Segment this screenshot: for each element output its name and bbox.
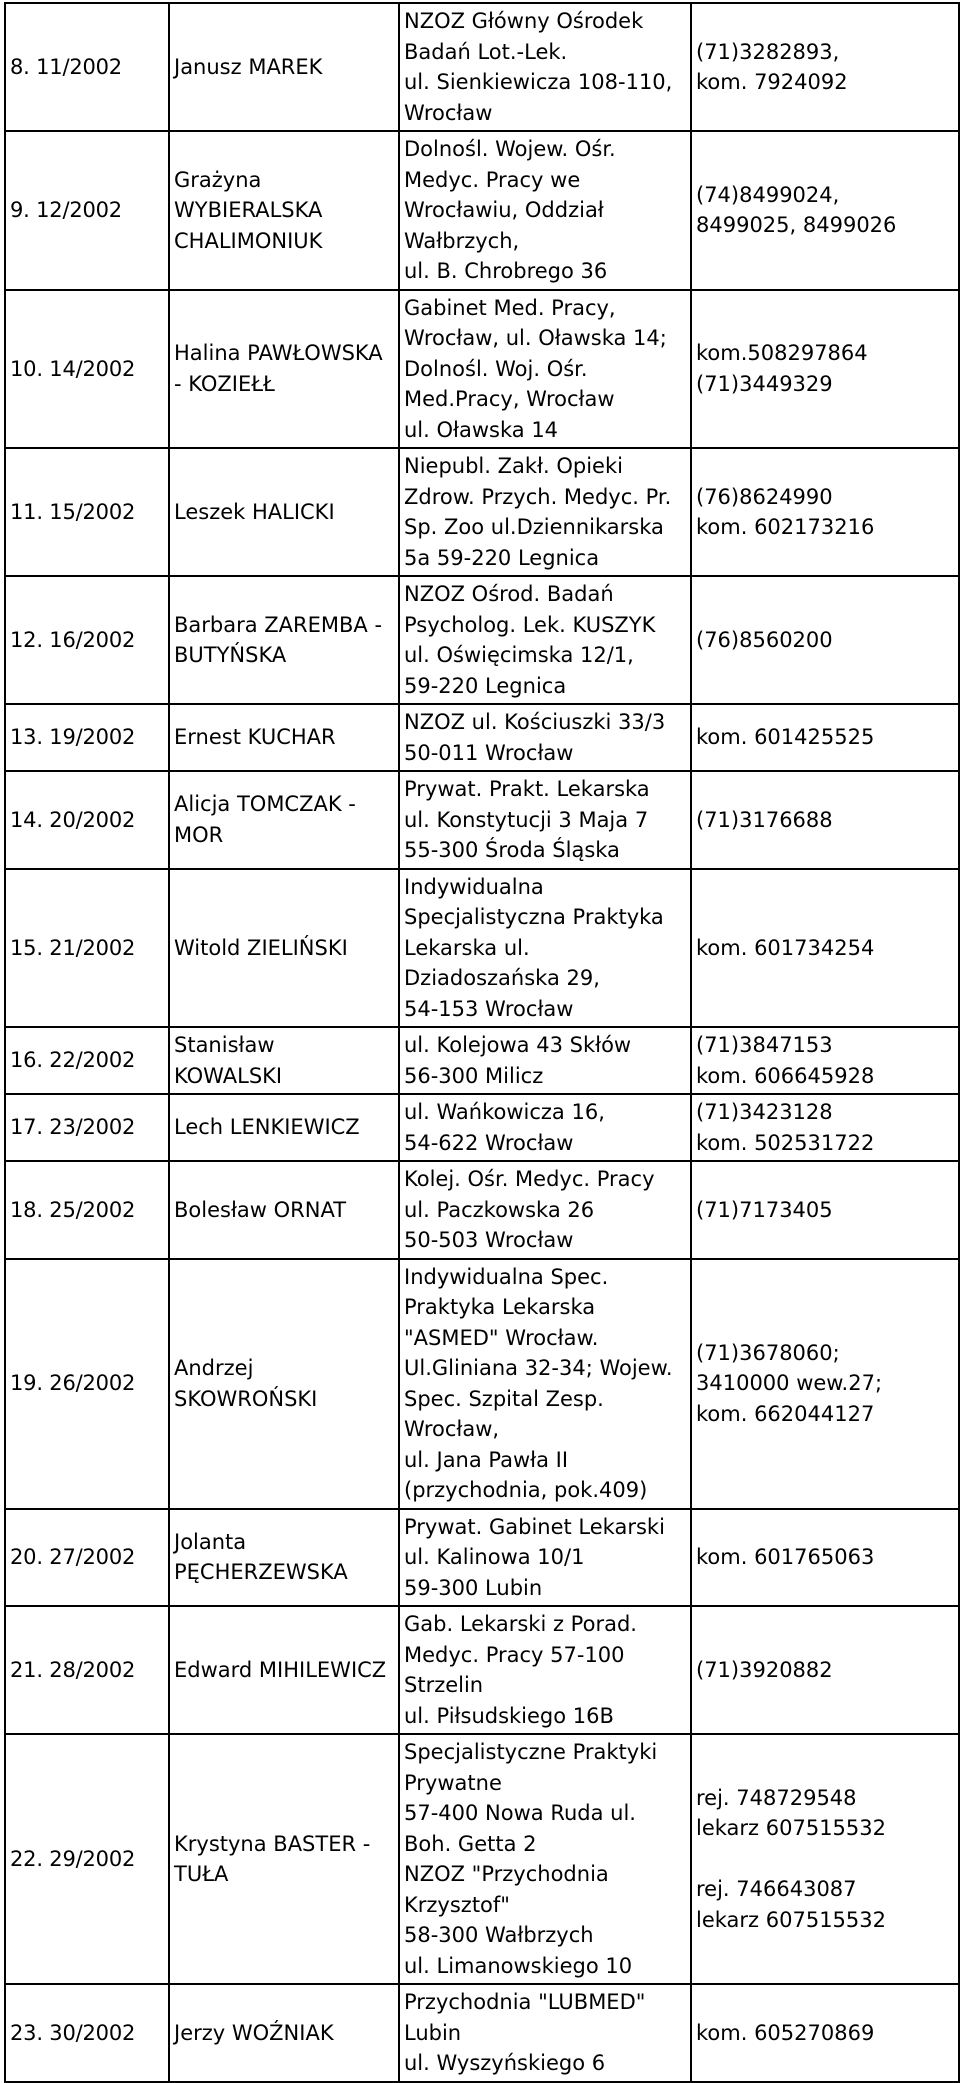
row-number: 23. — [10, 2020, 43, 2045]
registration-number: 27/2002 — [49, 1545, 136, 1569]
registration-number: 28/2002 — [49, 1657, 136, 1682]
phone-numbers: (71)3678060; 3410000 wew.27; kom. 662044127 — [691, 1259, 959, 1509]
practice-address: Gabinet Med. Pracy, Wrocław, ul. Oławska 14; Dolnośl. Woj. Ośr. Med.Pracy, Wrocław ul. Oławska 14 — [399, 290, 691, 449]
phone-numbers: (71)3176688 — [691, 771, 959, 869]
phone-numbers: kom. 605270869 — [691, 1984, 959, 2082]
practice-address: Przychodnia "LUBMED" Lubin ul. Wyszyńskiego 6 — [399, 1984, 691, 2082]
table-row — [5, 1161, 959, 1259]
row-number: 17. — [10, 1115, 43, 1140]
table-row — [5, 1509, 959, 1607]
row-number-cell — [5, 1509, 169, 1607]
phone-numbers: (76)8560200 — [691, 576, 959, 704]
row-number-cell — [5, 1734, 169, 1984]
row-number: 12. — [10, 627, 43, 652]
row-number: 8. — [10, 54, 30, 79]
registration-number: 26/2002 — [49, 1371, 136, 1396]
row-number-cell — [5, 290, 169, 449]
person-name: Andrzej SKOWROŃSKI — [169, 1259, 399, 1509]
person-name: Halina PAWŁOWSKA - KOZIEŁŁ — [169, 290, 399, 449]
person-name: Krystyna BASTER - TUŁA — [169, 1734, 399, 1984]
registration-number: 19/2002 — [49, 725, 136, 750]
practice-address: NZOZ ul. Kościuszki 33/3 50-011 Wrocław — [399, 704, 691, 771]
person-name: Edward MIHILEWICZ — [169, 1606, 399, 1734]
registration-number: 15/2002 — [49, 499, 136, 524]
row-number-cell — [5, 1161, 169, 1259]
table-row — [5, 131, 959, 290]
practice-address: Dolnośl. Wojew. Ośr. Medyc. Pracy we Wrocławiu, Oddział Wałbrzych, ul. B. Chrobrego 36 — [399, 131, 691, 290]
table-row — [5, 1606, 959, 1734]
phone-numbers: (71)7173405 — [691, 1161, 959, 1259]
person-name: Jolanta PĘCHERZEWSKA — [169, 1509, 399, 1607]
row-number-cell — [5, 1984, 169, 2082]
table-row — [5, 1027, 959, 1094]
row-number: 21. — [10, 1657, 43, 1682]
person-name: Jerzy WOŹNIAK — [169, 1984, 399, 2082]
phone-numbers: (71)3920882 — [691, 1606, 959, 1734]
practice-address: ul. Kolejowa 43 Skłów 56-300 Milicz — [399, 1027, 691, 1094]
practice-address: NZOZ Główny Ośrodek Badań Lot.-Lek. ul. Sienkiewicza 108-110, Wrocław — [399, 3, 691, 131]
row-number: 22. — [10, 1846, 43, 1871]
person-name: Barbara ZAREMBA - BUTYŃSKA — [169, 576, 399, 704]
table-row — [5, 1984, 959, 2082]
practice-address: Specjalistyczne Praktyki Prywatne 57-400 Nowa Ruda ul. Boh. Getta 2 NZOZ "Przychodnia Krzysztof" 58-300 Wałbrzych ul. Limanowskiego 10 — [399, 1734, 691, 1984]
table-row — [5, 771, 959, 869]
row-number-cell — [5, 1606, 169, 1734]
registration-number: 23/2002 — [49, 1115, 136, 1140]
row-number: 13. — [10, 725, 43, 750]
row-number: 18. — [10, 1197, 43, 1222]
row-number: 19. — [10, 1371, 43, 1396]
practice-address: Prywat. Prakt. Lekarska ul. Konstytucji 3 Maja 7 55-300 Środa Śląska — [399, 771, 691, 869]
phone-numbers: (71)3423128 kom. 502531722 — [691, 1094, 959, 1161]
phone-numbers: (76)8624990 kom. 602173216 — [691, 448, 959, 576]
practice-address: NZOZ Ośrod. Badań Psycholog. Lek. KUSZYK ul. Oświęcimska 12/1, 59-220 Legnica — [399, 576, 691, 704]
person-name: Witold ZIELIŃSKI — [169, 869, 399, 1028]
registration-number: 29/2002 — [49, 1846, 136, 1871]
table-row — [5, 290, 959, 449]
practice-address: Niepubl. Zakł. Opieki Zdrow. Przych. Medyc. Pr. Sp. Zoo ul.Dziennikarska 5a 59-220 Legnica — [399, 448, 691, 576]
person-name: Ernest KUCHAR — [169, 704, 399, 771]
table-row — [5, 1734, 959, 1984]
person-name: Grażyna WYBIERALSKA CHALIMONIUK — [169, 131, 399, 290]
row-number-cell — [5, 869, 169, 1028]
row-number-cell — [5, 771, 169, 869]
practice-address: Gab. Lekarski z Porad. Medyc. Pracy 57-100 Strzelin ul. Piłsudskiego 16B — [399, 1606, 691, 1734]
practice-address: Prywat. Gabinet Lekarski ul. Kalinowa 10/1 59-300 Lubin — [399, 1509, 691, 1607]
phone-numbers: (74)8499024, 8499025, 8499026 — [691, 131, 959, 290]
row-number-cell — [5, 1259, 169, 1509]
person-name: Janusz MAREK — [169, 3, 399, 131]
row-number-cell — [5, 3, 169, 131]
registration-number: 22/2002 — [49, 1048, 136, 1073]
row-number-cell — [5, 1027, 169, 1094]
registration-number: 12/2002 — [36, 198, 122, 222]
row-number-cell — [5, 448, 169, 576]
row-number: 16. — [10, 1048, 43, 1073]
row-number: 10. — [10, 356, 43, 381]
table-row — [5, 3, 959, 131]
row-number-cell — [5, 704, 169, 771]
registration-number: 25/2002 — [49, 1197, 136, 1222]
phone-numbers: (71)3847153 kom. 606645928 — [691, 1027, 959, 1094]
table-row — [5, 704, 959, 771]
table-row — [5, 576, 959, 704]
person-name: Lech LENKIEWICZ — [169, 1094, 399, 1161]
registration-number: 21/2002 — [49, 935, 136, 960]
registration-number: 16/2002 — [49, 627, 136, 652]
table-row — [5, 869, 959, 1028]
row-number: 14. — [10, 807, 43, 832]
practice-address: ul. Wańkowicza 16, 54-622 Wrocław — [399, 1094, 691, 1161]
practice-address: Indywidualna Spec. Praktyka Lekarska "ASMED" Wrocław. Ul.Gliniana 32-34; Wojew. Spec. Szpital Zesp. Wrocław, ul. Jana Pawła II (przychodnia, pok.409) — [399, 1259, 691, 1509]
person-name: Leszek HALICKI — [169, 448, 399, 576]
registration-number: 20/2002 — [49, 807, 136, 832]
person-name: Bolesław ORNAT — [169, 1161, 399, 1259]
table-row — [5, 1094, 959, 1161]
registration-number: 30/2002 — [49, 2020, 136, 2045]
row-number: 11. — [10, 499, 43, 524]
registration-number: 14/2002 — [49, 356, 136, 381]
registry-table — [4, 2, 960, 2083]
person-name: Alicja TOMCZAK - MOR — [169, 771, 399, 869]
phone-numbers: (71)3282893, kom. 7924092 — [691, 3, 959, 131]
row-number: 9. — [10, 198, 30, 222]
table-row — [5, 448, 959, 576]
practice-address: Indywidualna Specjalistyczna Praktyka Lekarska ul. Dziadoszańska 29, 54-153 Wrocław — [399, 869, 691, 1028]
phone-numbers: kom. 601734254 — [691, 869, 959, 1028]
phone-numbers: rej. 748729548 lekarz 607515532 rej. 746643087 lekarz 607515532 — [691, 1734, 959, 1984]
row-number-cell — [5, 576, 169, 704]
row-number: 15. — [10, 935, 43, 960]
row-number-cell — [5, 1094, 169, 1161]
phone-numbers: kom.508297864 (71)3449329 — [691, 290, 959, 449]
row-number-cell — [5, 131, 169, 290]
table-row — [5, 1259, 959, 1509]
practice-address: Kolej. Ośr. Medyc. Pracy ul. Paczkowska 26 50-503 Wrocław — [399, 1161, 691, 1259]
phone-numbers: kom. 601765063 — [691, 1509, 959, 1607]
row-number: 20. — [10, 1545, 43, 1569]
person-name: Stanisław KOWALSKI — [169, 1027, 399, 1094]
phone-numbers: kom. 601425525 — [691, 704, 959, 771]
registration-number: 11/2002 — [36, 54, 122, 79]
